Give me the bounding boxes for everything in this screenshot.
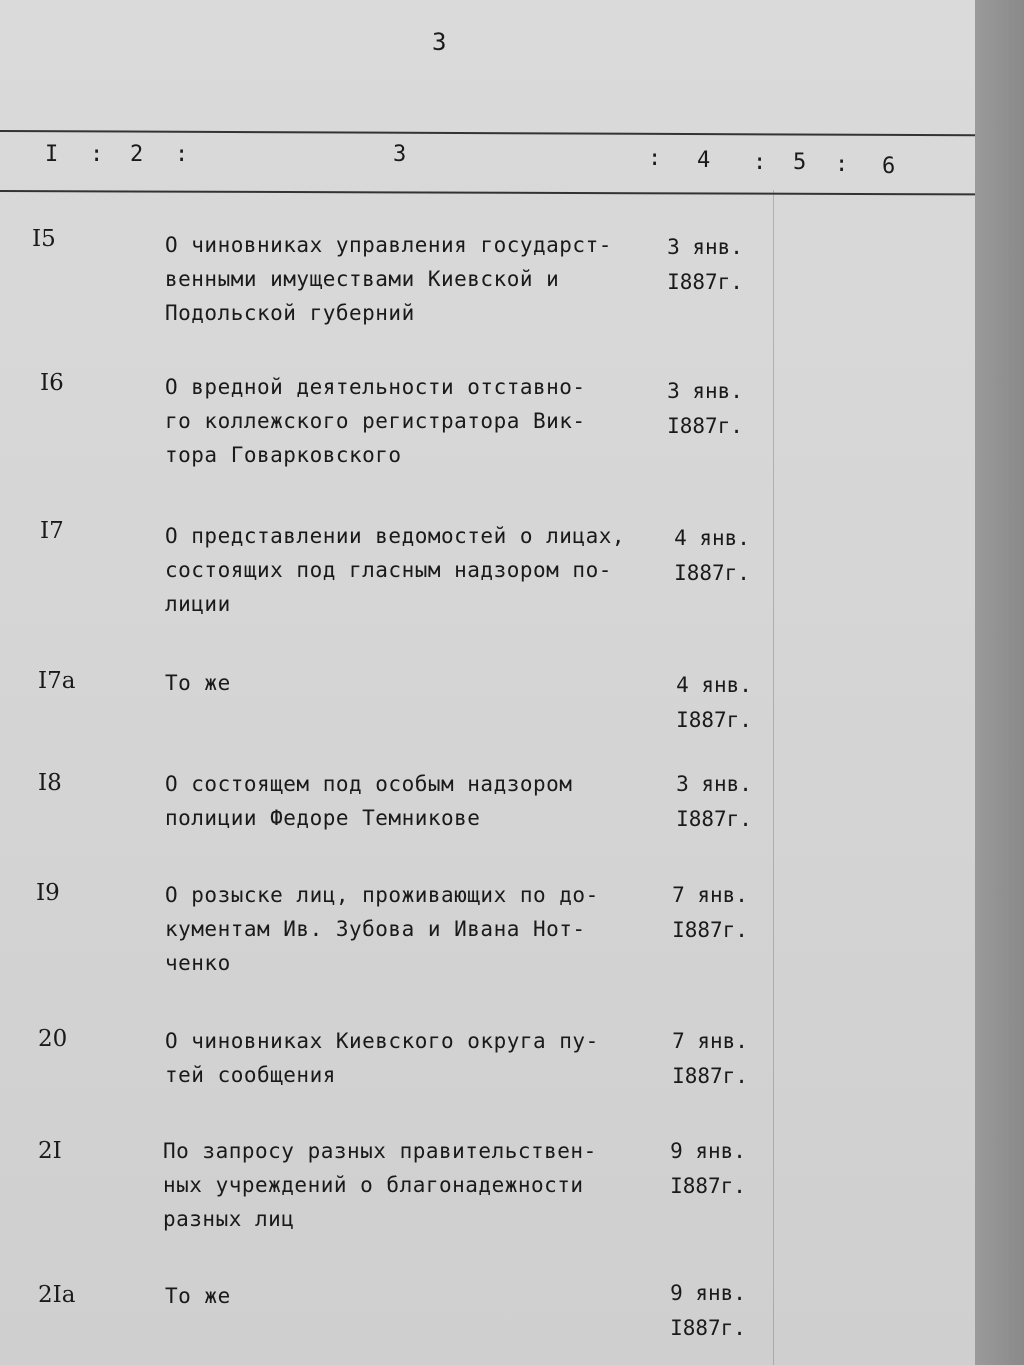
header-col-6: 6 — [882, 154, 896, 179]
entry-description: О состоящем под особым надзором полиции Федоре Темникове — [165, 772, 573, 830]
column-divider — [773, 190, 774, 1365]
entry-date: 7 янв. I887г. — [672, 883, 748, 942]
header-sep: : — [648, 146, 662, 171]
entry-description: То же — [165, 671, 231, 695]
entry-number: 2Iа — [38, 1282, 76, 1308]
entry-date: 3 янв. I887г. — [667, 379, 743, 438]
entry-number: I6 — [40, 370, 64, 396]
entry-date: 4 янв. I887г. — [674, 526, 750, 585]
entry-description: О вредной деятельности отставно- го коллежского регистратора Вик- тора Говарковского — [165, 375, 586, 467]
header-top-rule — [0, 130, 975, 136]
entry-description: О чиновниках Киевского округа пу- тей сообщения — [165, 1029, 599, 1087]
entry-number: 20 — [38, 1026, 68, 1052]
entry-description: О розыске лиц, проживающих по до- кументам Ив. Зубова и Ивана Нот- ченко — [165, 883, 599, 975]
entry-number: I5 — [32, 226, 56, 252]
entry-date: 9 янв. I887г. — [670, 1139, 746, 1198]
header-sep: : — [90, 142, 104, 167]
entry-number: I8 — [38, 770, 62, 796]
entry-date: 4 янв. I887г. — [676, 673, 752, 732]
page-edge-background — [975, 0, 1024, 1365]
header-sep: : — [835, 152, 849, 177]
header-col-3: 3 — [393, 142, 407, 167]
entry-description: То же — [165, 1284, 231, 1308]
entry-description: О представлении ведомостей о лицах, состоящих под гласным надзором по- лиции — [165, 524, 626, 616]
entry-number: I9 — [36, 880, 60, 906]
header-col-5: 5 — [793, 150, 807, 175]
entry-number: I7а — [38, 668, 76, 694]
header-sep: : — [175, 142, 189, 167]
header-col-2: 2 — [130, 142, 144, 167]
entry-number: I7 — [40, 518, 64, 544]
header-col-1: I — [45, 142, 59, 167]
entry-date: 7 янв. I887г. — [672, 1029, 748, 1088]
page-number: 3 — [432, 28, 447, 56]
header-col-4: 4 — [697, 148, 711, 173]
bleed-through-text — [380, 92, 406, 127]
entry-date: 3 янв. I887г. — [676, 772, 752, 831]
entry-description: О чиновниках управления государст- венными имуществами Киевской и Подольской губерний — [165, 233, 612, 325]
header-bottom-rule — [0, 190, 975, 195]
entry-description: По запросу разных правительствен- ных учреждений о благонадежности разных лиц — [163, 1139, 597, 1231]
entry-number: 2I — [38, 1138, 62, 1164]
entry-date: 9 янв. I887г. — [670, 1281, 746, 1340]
header-sep: : — [753, 150, 767, 175]
entry-date: 3 янв. I887г. — [667, 235, 743, 294]
